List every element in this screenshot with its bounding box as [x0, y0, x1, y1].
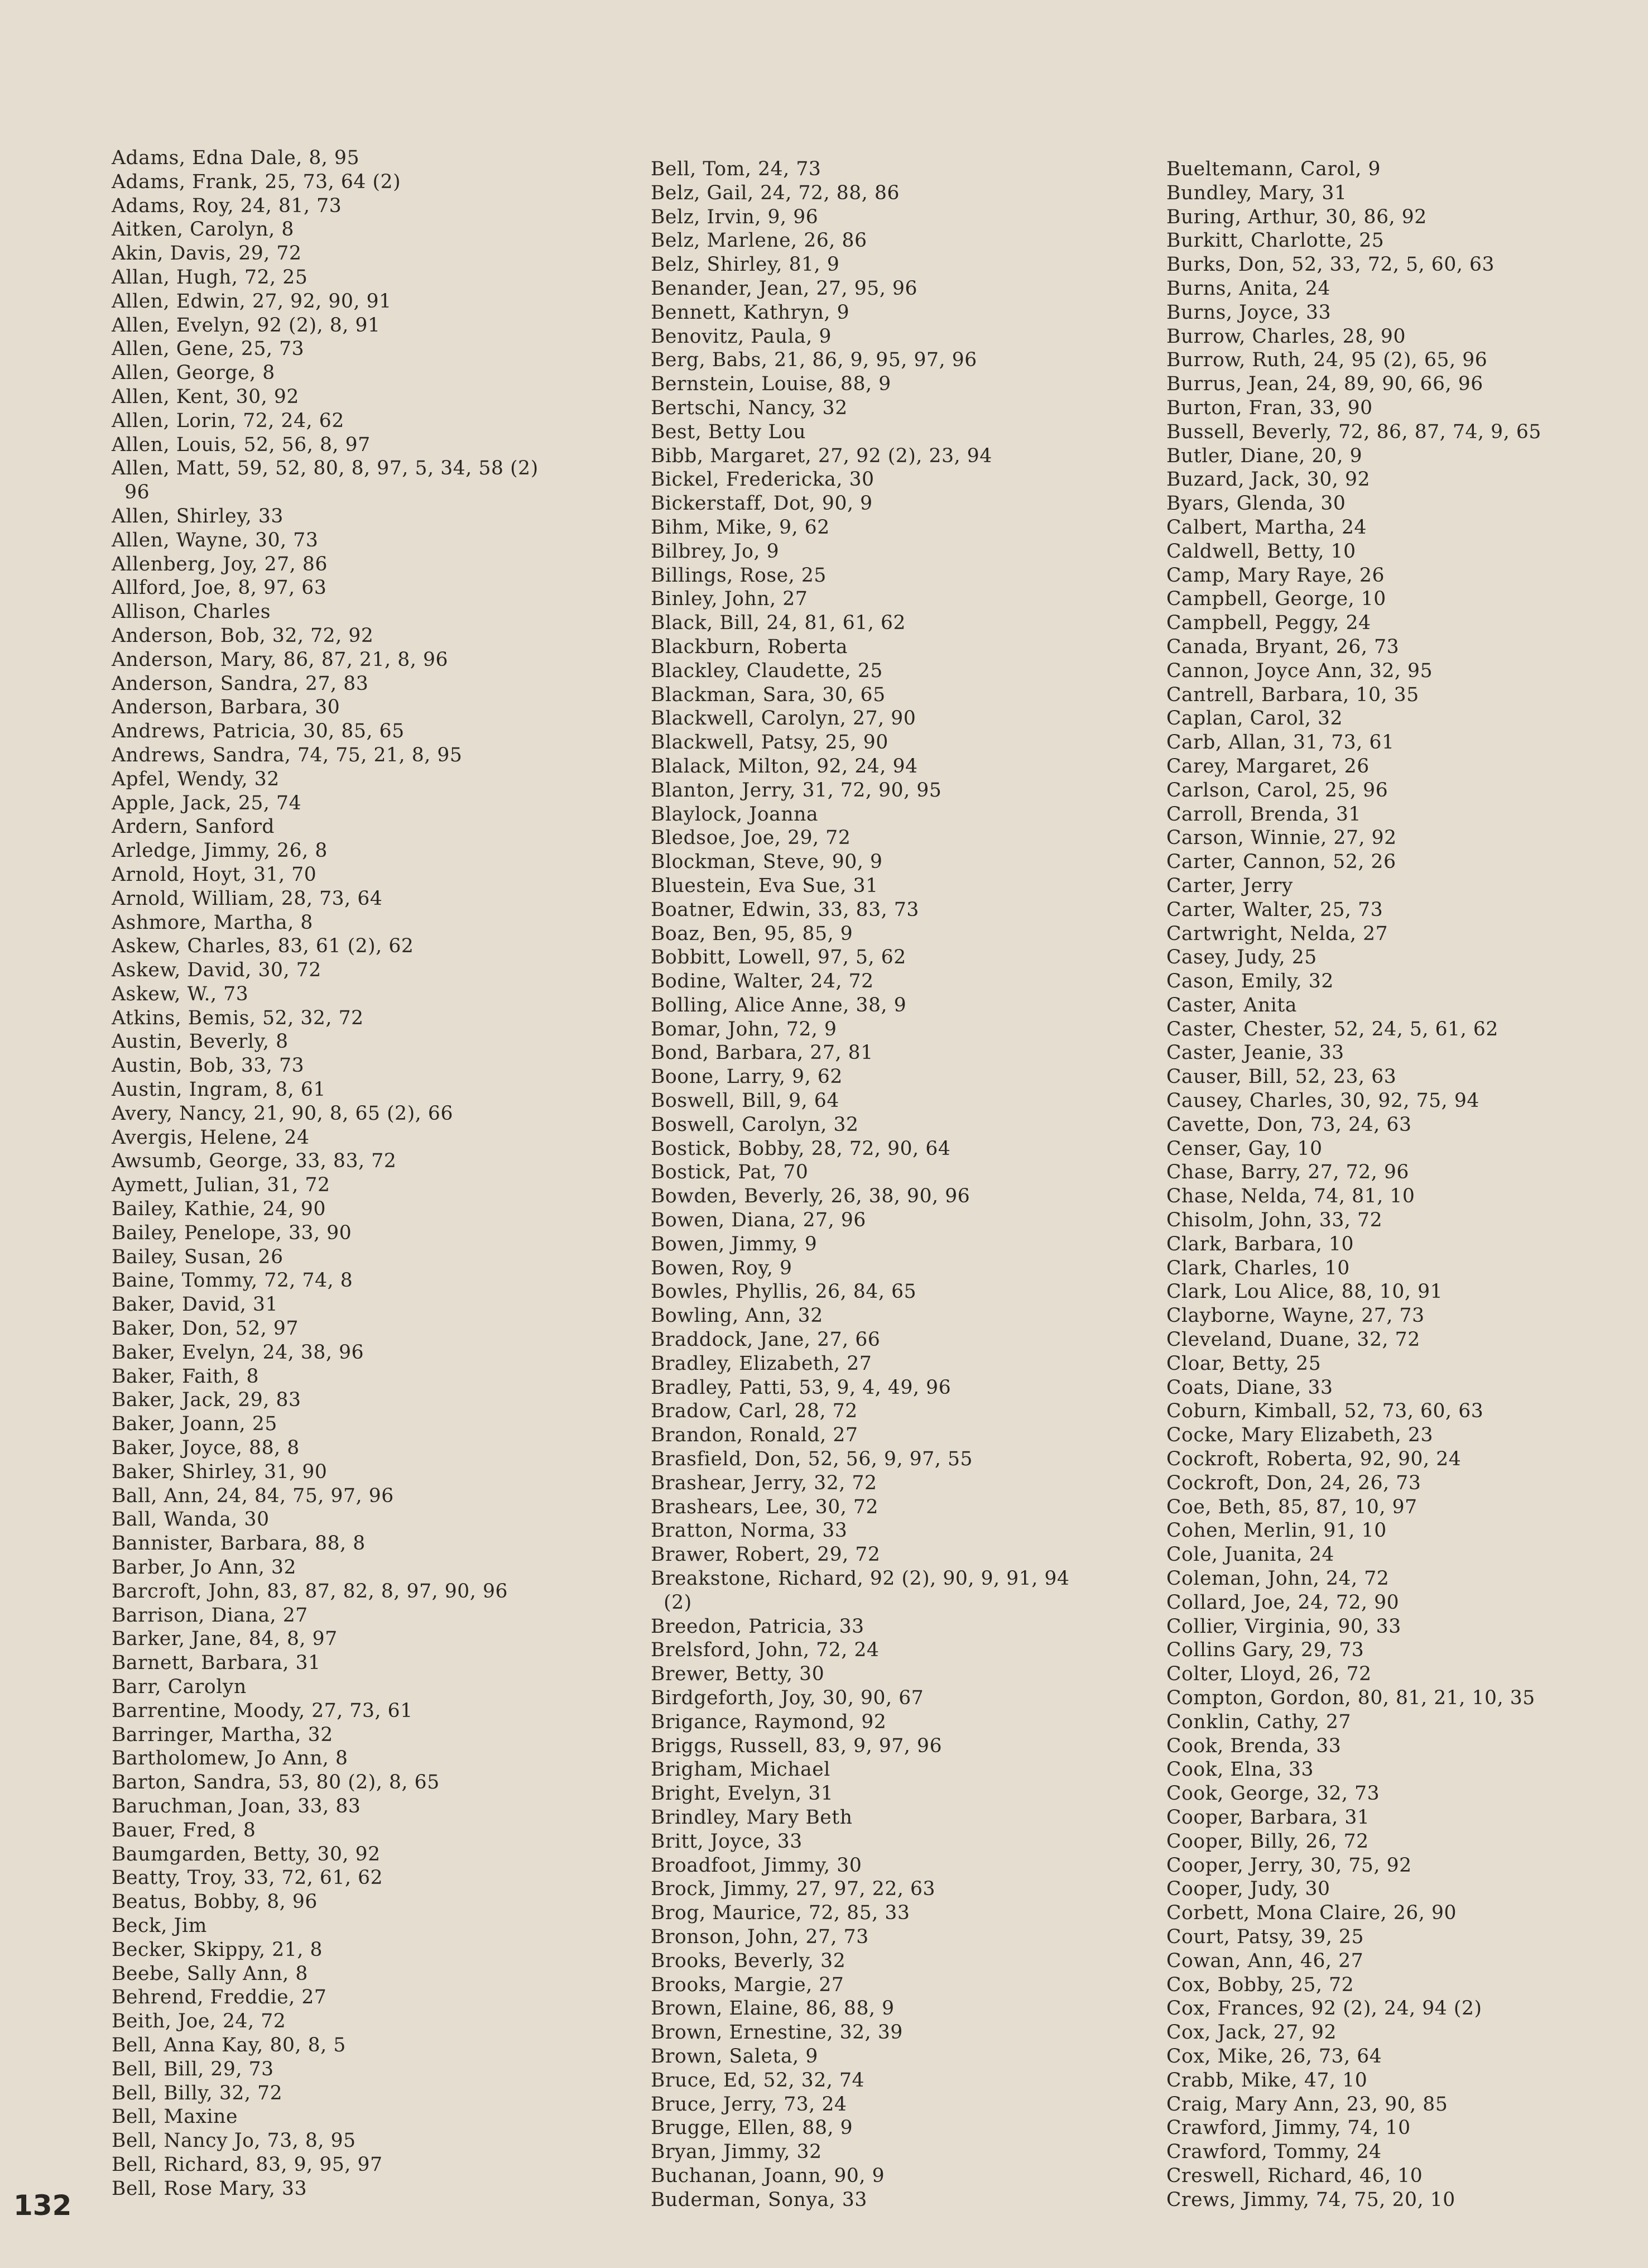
index-entry: Bowles, Phyllis, 26, 84, 65: [651, 1281, 917, 1303]
index-entry: Apfel, Wendy, 32: [112, 768, 280, 790]
index-entry: Barker, Jane, 84, 8, 97: [112, 1628, 338, 1651]
index-entry: Bell, Billy, 32, 72: [112, 2082, 283, 2104]
index-entry: Bell, Tom, 24, 73: [651, 158, 821, 180]
index-entry: Bell, Anna Kay, 80, 8, 5: [112, 2034, 346, 2056]
index-entry: Bannister, Barbara, 88, 8: [112, 1532, 366, 1555]
index-entry: Bledsoe, Joe, 29, 72: [651, 827, 851, 850]
index-entry: Barton, Sandra, 53, 80 (2), 8, 65: [112, 1771, 440, 1794]
index-entry: Buzard, Jack, 30, 92: [1166, 468, 1371, 491]
index-entry: Blackwell, Carolyn, 27, 90: [651, 707, 916, 730]
index-entry: Blaylock, Joanna: [651, 803, 819, 826]
index-entry: Campbell, George, 10: [1166, 588, 1386, 611]
index-entry: Brelsford, John, 72, 24: [651, 1639, 880, 1662]
index-entry: Coats, Diane, 33: [1166, 1376, 1333, 1399]
index-entry: Bodine, Walter, 24, 72: [651, 970, 874, 993]
index-entry: Bryan, Jimmy, 32: [651, 2141, 822, 2164]
index-entry: Chase, Nelda, 74, 81, 10: [1166, 1185, 1415, 1208]
index-entry: Brigham, Michael: [651, 1758, 830, 1781]
index-entry: Carroll, Brenda, 31: [1166, 803, 1362, 826]
index-entry: Cook, Elna, 33: [1166, 1758, 1314, 1781]
index-entry: Andrews, Sandra, 74, 75, 21, 8, 95: [112, 744, 463, 766]
index-entry: Brooks, Beverly, 32: [651, 1949, 846, 1972]
index-entry: Allen, Lorin, 72, 24, 62: [112, 409, 344, 432]
index-entry: Awsumb, George, 33, 83, 72: [112, 1150, 397, 1173]
index-entry: Bibb, Margaret, 27, 92 (2), 23, 94: [651, 444, 992, 467]
index-entry: Cowan, Ann, 46, 27: [1166, 1949, 1364, 1972]
index-entry: Adams, Edna Dale, 8, 95: [112, 147, 360, 169]
index-entry: Clark, Lou Alice, 88, 10, 91: [1166, 1281, 1443, 1303]
index-entry: Burks, Don, 52, 33, 72, 5, 60, 63: [1166, 253, 1495, 276]
index-entry: Boatner, Edwin, 33, 83, 73: [651, 898, 919, 921]
index-entry: Cook, Brenda, 33: [1166, 1734, 1342, 1757]
index-entry: Bowen, Diana, 27, 96: [651, 1209, 866, 1232]
index-entry: Baker, Don, 52, 97: [112, 1317, 299, 1340]
index-entry: Briggs, Russell, 83, 9, 97, 96: [651, 1734, 943, 1757]
index-entry: Clayborne, Wayne, 27, 73: [1166, 1305, 1425, 1327]
index-entry: Baruchman, Joan, 33, 83: [112, 1795, 361, 1818]
index-entry: Barr, Carolyn: [112, 1676, 247, 1698]
index-entry: Bueltemann, Carol, 9: [1166, 158, 1381, 180]
index-entry: Carter, Jerry: [1166, 874, 1293, 897]
index-entry: Bailey, Penelope, 33, 90: [112, 1221, 352, 1244]
index-entry: Austin, Ingram, 8, 61: [112, 1078, 326, 1101]
index-entry: Blackman, Sara, 30, 65: [651, 683, 886, 706]
index-entry: Brooks, Margie, 27: [651, 1973, 844, 1996]
index-entry: Cox, Mike, 26, 73, 64: [1166, 2045, 1382, 2068]
index-entry: Coe, Beth, 85, 87, 10, 97: [1166, 1495, 1418, 1518]
index-entry: Barnett, Barbara, 31: [112, 1652, 321, 1675]
index-column-1: [112, 146, 539, 2201]
index-entry: Campbell, Peggy, 24: [1166, 612, 1371, 635]
index-entry: Brock, Jimmy, 27, 97, 22, 63: [651, 1878, 936, 1901]
index-entry: Blalack, Milton, 92, 24, 94: [651, 755, 918, 778]
index-entry: Conklin, Cathy, 27: [1166, 1710, 1352, 1733]
index-entry: Brown, Ernestine, 32, 39: [651, 2021, 903, 2044]
index-entry: Baker, Faith, 8: [112, 1365, 260, 1388]
index-entry: Clark, Charles, 10: [1166, 1257, 1350, 1279]
index-entry: Crews, Jimmy, 74, 75, 20, 10: [1166, 2188, 1455, 2211]
index-entry: Buderman, Sonya, 33: [651, 2188, 867, 2211]
index-entry: Bundley, Mary, 31: [1166, 181, 1347, 204]
index-entry: Barringer, Martha, 32: [112, 1723, 333, 1746]
index-entry: Cox, Jack, 27, 92: [1166, 2021, 1337, 2044]
index-entry: Aymett, Julian, 31, 72: [112, 1174, 330, 1197]
index-entry: Aitken, Carolyn, 8: [112, 218, 294, 241]
index-entry: Beck, Jim: [112, 1914, 207, 1937]
index-entry: Boaz, Ben, 95, 85, 9: [651, 922, 853, 945]
index-entry: Berg, Babs, 21, 86, 9, 95, 97, 96: [651, 349, 977, 372]
index-entry: Collier, Virginia, 90, 33: [1166, 1615, 1401, 1638]
index-entry: Bratton, Norma, 33: [651, 1519, 848, 1542]
index-entry: Cooper, Jerry, 30, 75, 92: [1166, 1854, 1412, 1877]
index-entry: Cartwright, Nelda, 27: [1166, 922, 1388, 945]
index-entry: Blackley, Claudette, 25: [651, 659, 883, 682]
index-entry: Boswell, Carolyn, 32: [651, 1113, 859, 1136]
index-entry: Bernstein, Louise, 88, 9: [651, 373, 891, 396]
index-entry: Bruce, Ed, 52, 32, 74: [651, 2069, 865, 2092]
index-entry: Clark, Barbara, 10: [1166, 1233, 1354, 1255]
index-entry: Belz, Shirley, 81, 9: [651, 253, 840, 276]
page-number: 132: [13, 2189, 72, 2222]
index-entry: Causey, Charles, 30, 92, 75, 94: [1166, 1090, 1479, 1113]
index-entry: Bright, Evelyn, 31: [651, 1782, 834, 1805]
index-entry: 96: [112, 481, 150, 504]
index-entry: Ball, Ann, 24, 84, 75, 97, 96: [112, 1484, 394, 1507]
index-entry: Belz, Irvin, 9, 96: [651, 205, 819, 228]
index-entry: Ashmore, Martha, 8: [112, 911, 313, 934]
index-entry: Allison, Charles: [112, 601, 271, 624]
index-entry: Brewer, Betty, 30: [651, 1663, 825, 1686]
index-entry: Bobbitt, Lowell, 97, 5, 62: [651, 946, 906, 969]
index-entry: Cantrell, Barbara, 10, 35: [1166, 683, 1419, 706]
index-entry: Bauer, Fred, 8: [112, 1819, 256, 1842]
index-entry: Cooper, Barbara, 31: [1166, 1806, 1370, 1829]
index-entry: Bronson, John, 27, 73: [651, 1925, 869, 1948]
index-entry: Bihm, Mike, 9, 62: [651, 516, 830, 539]
index-entry: Boswell, Bill, 9, 64: [651, 1090, 839, 1113]
index-entry: Cockroft, Don, 24, 26, 73: [1166, 1471, 1421, 1494]
index-entry: Benovitz, Paula, 9: [651, 325, 832, 348]
index-entry: Andrews, Patricia, 30, 85, 65: [112, 720, 405, 743]
index-entry: Bowden, Beverly, 26, 38, 90, 96: [651, 1185, 970, 1208]
index-entry: Allen, Edwin, 27, 92, 90, 91: [112, 290, 392, 313]
index-entry: Colter, Lloyd, 26, 72: [1166, 1663, 1372, 1686]
index-entry: Baker, Joyce, 88, 8: [112, 1437, 300, 1460]
index-entry: Bruce, Jerry, 73, 24: [651, 2093, 847, 2116]
index-entry: Bolling, Alice Anne, 38, 9: [651, 994, 907, 1016]
index-entry: Cooper, Judy, 30: [1166, 1878, 1330, 1901]
index-entry: Allen, George, 8: [112, 362, 275, 385]
index-entry: Adams, Roy, 24, 81, 73: [112, 194, 342, 217]
index-entry: Bostick, Pat, 70: [651, 1161, 809, 1184]
index-entry: Brindley, Mary Beth: [651, 1806, 853, 1829]
index-entry: Arledge, Jimmy, 26, 8: [112, 840, 328, 862]
index-entry: Baker, David, 31: [112, 1293, 278, 1316]
index-entry: Allenberg, Joy, 27, 86: [112, 553, 328, 576]
index-entry: Barber, Jo Ann, 32: [112, 1556, 297, 1579]
index-entry: Blackburn, Roberta: [651, 635, 848, 658]
index-entry: Court, Patsy, 39, 25: [1166, 1925, 1364, 1948]
index-entry: Corbett, Mona Claire, 26, 90: [1166, 1902, 1457, 1925]
index-entry: Cook, George, 32, 73: [1166, 1782, 1380, 1805]
index-entry: Black, Bill, 24, 81, 61, 62: [651, 612, 906, 635]
index-entry: Brog, Maurice, 72, 85, 33: [651, 1902, 910, 1925]
index-entry: Avergis, Helene, 24: [112, 1126, 310, 1149]
index-entry: Arnold, William, 28, 73, 64: [112, 887, 383, 910]
index-entry: Askew, Charles, 83, 61 (2), 62: [112, 935, 414, 958]
index-entry: Bluestein, Eva Sue, 31: [651, 874, 878, 897]
index-entry: Anderson, Barbara, 30: [112, 696, 340, 719]
index-entry: Billings, Rose, 25: [651, 564, 827, 587]
index-entry: Allen, Louis, 52, 56, 8, 97: [112, 433, 371, 456]
index-entry: Barcroft, John, 83, 87, 82, 8, 97, 90, 96: [112, 1580, 508, 1603]
index-entry: Ardern, Sanford: [112, 816, 275, 838]
index-entry: Causer, Bill, 52, 23, 63: [1166, 1066, 1397, 1089]
index-entry: Bell, Maxine: [112, 2106, 238, 2128]
index-entry: Blanton, Jerry, 31, 72, 90, 95: [651, 779, 942, 802]
index-entry: Coleman, John, 24, 72: [1166, 1567, 1390, 1590]
index-entry: Blackwell, Patsy, 25, 90: [651, 731, 888, 754]
index-entry: Bickel, Fredericka, 30: [651, 468, 875, 491]
index-entry: Allen, Kent, 30, 92: [112, 385, 299, 408]
index-entry: Cleveland, Duane, 32, 72: [1166, 1329, 1420, 1351]
index-entry: Avery, Nancy, 21, 90, 8, 65 (2), 66: [112, 1102, 454, 1125]
index-entry: Carter, Walter, 25, 73: [1166, 898, 1383, 921]
index-entry: Burns, Joyce, 33: [1166, 301, 1332, 324]
index-entry: Breedon, Patricia, 33: [651, 1615, 864, 1638]
index-entry: Cox, Frances, 92 (2), 24, 94 (2): [1166, 1997, 1482, 2020]
index-entry: Britt, Joyce, 33: [651, 1830, 803, 1853]
index-entry: Anderson, Bob, 32, 72, 92: [112, 624, 374, 647]
index-entry: Chase, Barry, 27, 72, 96: [1166, 1161, 1409, 1184]
index-entry: Brawer, Robert, 29, 72: [651, 1543, 881, 1566]
index-entry: Bennett, Kathryn, 9: [651, 301, 850, 324]
index-entry: Cloar, Betty, 25: [1166, 1352, 1322, 1375]
index-entry: Crawford, Tommy, 24: [1166, 2141, 1382, 2164]
index-entry: Braddock, Jane, 27, 66: [651, 1329, 881, 1351]
index-entry: Allen, Matt, 59, 52, 80, 8, 97, 5, 34, 58 (2): [112, 457, 539, 480]
index-entry: Cocke, Mary Elizabeth, 23: [1166, 1424, 1434, 1447]
index-entry: Crawford, Jimmy, 74, 10: [1166, 2117, 1411, 2140]
index-entry: Allen, Shirley, 33: [112, 505, 284, 528]
index-entry: Beith, Joe, 24, 72: [112, 2010, 286, 2033]
index-entry: Bomar, John, 72, 9: [651, 1018, 837, 1041]
index-entry: Canada, Bryant, 26, 73: [1166, 635, 1400, 658]
index-entry: Baker, Evelyn, 24, 38, 96: [112, 1341, 364, 1364]
index-entry: Caplan, Carol, 32: [1166, 707, 1343, 730]
index-entry: Bell, Rose Mary, 33: [112, 2177, 308, 2200]
index-entry: Binley, John, 27: [651, 588, 808, 611]
index-entry: Baker, Joann, 25: [112, 1413, 277, 1436]
index-entry: Cox, Bobby, 25, 72: [1166, 1973, 1354, 1996]
index-entry: Baker, Shirley, 31, 90: [112, 1460, 328, 1483]
index-entry: Bradley, Elizabeth, 27: [651, 1352, 872, 1375]
index-entry: Belz, Gail, 24, 72, 88, 86: [651, 181, 900, 204]
index-entry: Burkitt, Charlotte, 25: [1166, 229, 1385, 252]
index-entry: Casey, Judy, 25: [1166, 946, 1317, 969]
index-entry: Brigance, Raymond, 92: [651, 1710, 887, 1733]
index-entry: Bailey, Kathie, 24, 90: [112, 1198, 326, 1221]
index-entry: Brown, Saleta, 9: [651, 2045, 818, 2068]
index-entry: Behrend, Freddie, 27: [112, 1986, 327, 2009]
index-entry: Burton, Fran, 33, 90: [1166, 396, 1373, 419]
index-entry: Beatus, Bobby, 8, 96: [112, 1891, 318, 1914]
index-entry: Carb, Allan, 31, 73, 61: [1166, 731, 1395, 754]
index-entry: Askew, W., 73: [112, 982, 249, 1005]
index-entry: Carlson, Carol, 25, 96: [1166, 779, 1388, 802]
index-entry: Ball, Wanda, 30: [112, 1508, 270, 1531]
index-entry: Carter, Cannon, 52, 26: [1166, 851, 1396, 874]
index-entry: Baker, Jack, 29, 83: [112, 1389, 301, 1412]
index-entry: Cason, Emily, 32: [1166, 970, 1334, 993]
index-entry: Bell, Nancy Jo, 73, 8, 95: [112, 2130, 356, 2152]
index-entry: Burrow, Ruth, 24, 95 (2), 65, 96: [1166, 349, 1488, 372]
index-entry: Bilbrey, Jo, 9: [651, 540, 780, 563]
index-column-2: [651, 157, 1070, 2212]
index-entry: Bickerstaff, Dot, 90, 9: [651, 492, 873, 515]
index-entry: Cole, Juanita, 24: [1166, 1543, 1334, 1566]
index-entry: Bond, Barbara, 27, 81: [651, 1042, 873, 1065]
index-entry: Brashear, Jerry, 32, 72: [651, 1471, 877, 1494]
index-entry: Anderson, Sandra, 27, 83: [112, 672, 369, 695]
index-entry: Allford, Joe, 8, 97, 63: [112, 577, 327, 600]
index-entry: Becker, Skippy, 21, 8: [112, 1938, 323, 1961]
index-entry: Boone, Larry, 9, 62: [651, 1066, 843, 1089]
index-entry: Bell, Richard, 83, 9, 95, 97: [112, 2153, 383, 2176]
index-entry: Cockroft, Roberta, 92, 90, 24: [1166, 1448, 1462, 1471]
index-entry: Bowen, Roy, 9: [651, 1257, 792, 1279]
index-entry: Brasfield, Don, 52, 56, 9, 97, 55: [651, 1448, 973, 1471]
index-entry: Burrow, Charles, 28, 90: [1166, 325, 1406, 348]
index-entry: Allen, Evelyn, 92 (2), 8, 91: [112, 314, 381, 337]
index-entry: Bell, Bill, 29, 73: [112, 2058, 274, 2080]
index-entry: Brandon, Ronald, 27: [651, 1424, 858, 1447]
index-entry: Brown, Elaine, 86, 88, 9: [651, 1997, 895, 2020]
index-entry: Allan, Hugh, 72, 25: [112, 266, 308, 289]
index-entry: Crabb, Mike, 47, 10: [1166, 2069, 1368, 2092]
index-entry: Arnold, Hoyt, 31, 70: [112, 863, 317, 886]
index-entry: Baumgarden, Betty, 30, 92: [112, 1843, 381, 1866]
index-entry: Burns, Anita, 24: [1166, 277, 1330, 300]
index-entry: Cooper, Billy, 26, 72: [1166, 1830, 1369, 1853]
index-entry: Blockman, Steve, 90, 9: [651, 851, 883, 874]
index-entry: Brugge, Ellen, 88, 9: [651, 2117, 853, 2140]
index-entry: Barrentine, Moody, 27, 73, 61: [112, 1699, 413, 1722]
index-entry: Austin, Bob, 33, 73: [112, 1054, 305, 1077]
index-entry: Byars, Glenda, 30: [1166, 492, 1346, 515]
index-entry: Beebe, Sally Ann, 8: [112, 1962, 308, 1985]
index-entry: Chisolm, John, 33, 72: [1166, 1209, 1383, 1232]
index-entry: Cavette, Don, 73, 24, 63: [1166, 1113, 1412, 1136]
index-entry: Adams, Frank, 25, 73, 64 (2): [112, 170, 401, 193]
index-column-3: [1166, 157, 1541, 2212]
index-entry: Benander, Jean, 27, 95, 96: [651, 277, 918, 300]
index-entry: Collins Gary, 29, 73: [1166, 1639, 1364, 1662]
index-entry: Baine, Tommy, 72, 74, 8: [112, 1269, 353, 1292]
index-entry: Coburn, Kimball, 52, 73, 60, 63: [1166, 1400, 1484, 1423]
index-entry: Censer, Gay, 10: [1166, 1137, 1323, 1160]
index-entry: Allen, Wayne, 30, 73: [112, 529, 319, 552]
index-entry: Bowling, Ann, 32: [651, 1305, 823, 1327]
index-entry: Craig, Mary Ann, 23, 90, 85: [1166, 2093, 1448, 2116]
index-entry: Bussell, Beverly, 72, 86, 87, 74, 9, 65: [1166, 420, 1541, 443]
index-entry: Birdgeforth, Joy, 30, 90, 67: [651, 1687, 924, 1709]
index-entry: Butler, Diane, 20, 9: [1166, 444, 1363, 467]
index-entry: Caster, Jeanie, 33: [1166, 1042, 1344, 1065]
index-entry: Bowen, Jimmy, 9: [651, 1233, 818, 1255]
index-entry: Barrison, Diana, 27: [112, 1604, 308, 1627]
index-entry: Bartholomew, Jo Ann, 8: [112, 1747, 348, 1770]
index-entry: Camp, Mary Raye, 26: [1166, 564, 1385, 587]
index-entry: Bradley, Patti, 53, 9, 4, 49, 96: [651, 1376, 952, 1399]
index-entry: Buchanan, Joann, 90, 9: [651, 2164, 885, 2187]
index-entry: Belz, Marlene, 26, 86: [651, 229, 867, 252]
index-entry: Cohen, Merlin, 91, 10: [1166, 1519, 1387, 1542]
index-entry: Caster, Chester, 52, 24, 5, 61, 62: [1166, 1018, 1498, 1041]
index-entry: Compton, Gordon, 80, 81, 21, 10, 35: [1166, 1687, 1535, 1709]
index-entry: Bradow, Carl, 28, 72: [651, 1400, 858, 1423]
index-entry: Caldwell, Betty, 10: [1166, 540, 1356, 563]
index-entry: Burrus, Jean, 24, 89, 90, 66, 96: [1166, 373, 1483, 396]
index-entry: Austin, Beverly, 8: [112, 1030, 289, 1053]
index-entry: Anderson, Mary, 86, 87, 21, 8, 96: [112, 648, 449, 671]
index-entry: Akin, Davis, 29, 72: [112, 242, 302, 265]
index-entry: Creswell, Richard, 46, 10: [1166, 2164, 1423, 2187]
index-entry: Apple, Jack, 25, 74: [112, 792, 302, 814]
index-entry: Breakstone, Richard, 92 (2), 90, 9, 91, 94: [651, 1567, 1070, 1590]
index-entry: Cannon, Joyce Ann, 32, 95: [1166, 659, 1433, 682]
index-entry: (2): [651, 1591, 692, 1614]
index-entry: Allen, Gene, 25, 73: [112, 338, 305, 361]
index-entry: Askew, David, 30, 72: [112, 959, 321, 982]
index-entry: Calbert, Martha, 24: [1166, 516, 1367, 539]
index-entry: Buring, Arthur, 30, 86, 92: [1166, 205, 1427, 228]
index-entry: Carson, Winnie, 27, 92: [1166, 827, 1397, 850]
index-entry: Bostick, Bobby, 28, 72, 90, 64: [651, 1137, 951, 1160]
index-entry: Brashears, Lee, 30, 72: [651, 1495, 879, 1518]
index-entry: Best, Betty Lou: [651, 420, 806, 443]
index-entry: Broadfoot, Jimmy, 30: [651, 1854, 862, 1877]
index-entry: Caster, Anita: [1166, 994, 1297, 1016]
index-entry: Carey, Margaret, 26: [1166, 755, 1370, 778]
index-entry: Collard, Joe, 24, 72, 90: [1166, 1591, 1400, 1614]
index-entry: Beatty, Troy, 33, 72, 61, 62: [112, 1867, 383, 1890]
index-entry: Bailey, Susan, 26: [112, 1245, 284, 1268]
index-entry: Atkins, Bemis, 52, 32, 72: [112, 1006, 364, 1029]
index-entry: Bertschi, Nancy, 32: [651, 396, 848, 419]
